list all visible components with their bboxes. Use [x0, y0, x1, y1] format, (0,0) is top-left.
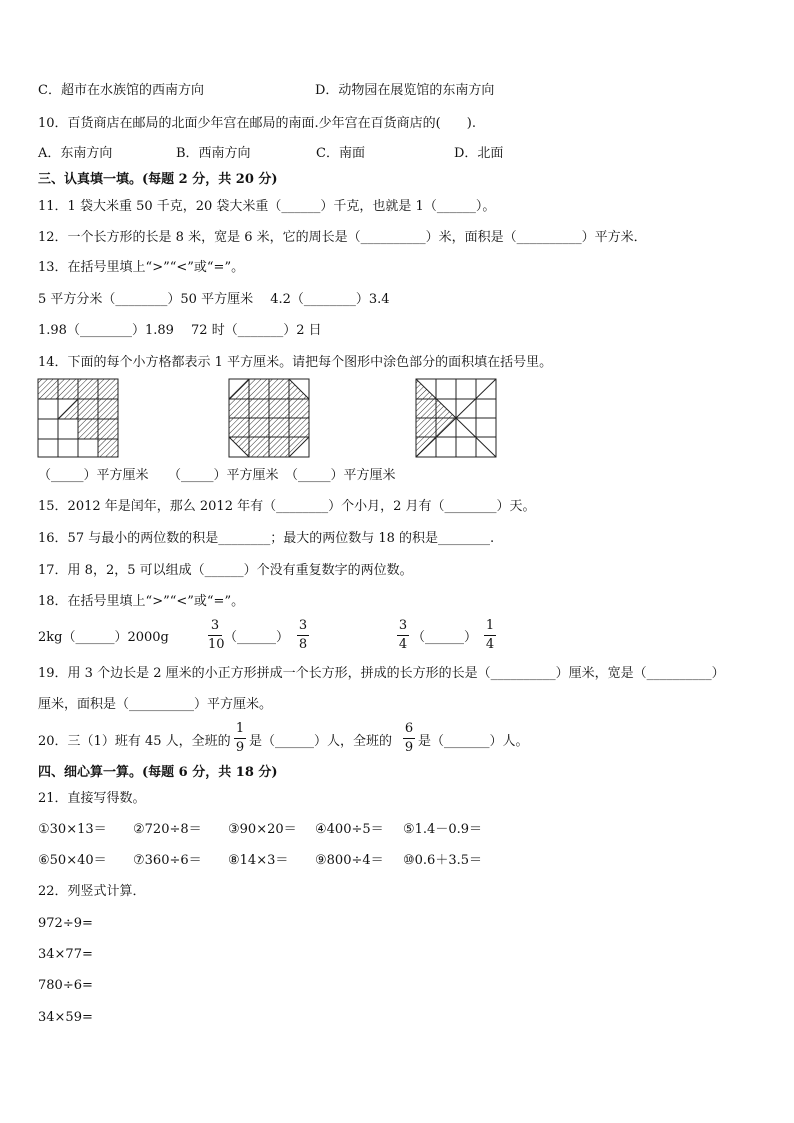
- q14-stem: 14．下面的每个小方格都表示 1 平方厘米。请把每个图形中涂色部分的面积填在括号里。: [38, 355, 553, 370]
- q21-item-4: ④400÷5＝: [315, 822, 384, 837]
- q14-figure-3: [415, 378, 499, 458]
- q14-figure-1: [37, 378, 121, 458]
- q18-item-1: 2kg（______）2000g: [38, 630, 169, 645]
- section-3-heading: 三、认真填一填。(每题 2 分，共 20 分): [38, 172, 278, 187]
- q21-item-10: ⑩0.6＋3.5＝: [403, 853, 483, 868]
- q15: 15．2012 年是闰年，那么 2012 年有（________）个小月，2 月有（________）天。: [38, 499, 536, 514]
- q21-item-8: ⑧14×3＝: [228, 853, 289, 868]
- q19-line-2: 厘米，面积是（__________）平方厘米。: [38, 697, 273, 712]
- q21-item-3: ③90×20＝: [228, 822, 297, 837]
- q11: 11．1 袋大米重 50 千克，20 袋大米重（______）千克，也就是 1（______）。: [38, 199, 496, 214]
- q17: 17．用 8，2，5 可以组成（______）个没有重复数字的两位数。: [38, 563, 413, 578]
- q9-option-c: C．超市在水族馆的西南方向: [38, 83, 204, 98]
- q13-row-1: 5 平方分米（________）50 平方厘米 4.2（________）3.4: [38, 292, 390, 307]
- q10-option-a: A．东南方向: [38, 146, 113, 161]
- q18-fraction-3-10: 3 10: [208, 618, 225, 652]
- q16: 16．57 与最小的两位数的积是________；最大的两位数与 18 的积是________.: [38, 531, 495, 546]
- q18-fraction-3-4: 3 4: [398, 618, 408, 652]
- q22-item-3: 780÷6=: [38, 978, 93, 993]
- q10-option-c: C．南面: [316, 146, 365, 161]
- q21-item-2: ②720÷8＝: [133, 822, 202, 837]
- q20-fraction-1-9: 1 9: [235, 721, 245, 755]
- q20-part-3: 是（_______）人。: [418, 734, 529, 749]
- q10-option-b: B．西南方向: [176, 146, 251, 161]
- q21-stem: 21．直接写得数。: [38, 791, 146, 806]
- q18-fraction-3-8: 3 8: [298, 618, 308, 652]
- q18-fraction-1-4: 1 4: [485, 618, 495, 652]
- q13-stem: 13．在括号里填上“>”“<”或“=”。: [38, 260, 245, 275]
- q18-blank-2: （______）: [412, 630, 478, 645]
- q21-item-6: ⑥50×40＝: [38, 853, 107, 868]
- q22-item-4: 34×59=: [38, 1010, 93, 1025]
- q18-stem: 18．在括号里填上“>”“<”或“=”。: [38, 594, 245, 609]
- q18-blank-1: （______）: [224, 630, 290, 645]
- q14-figure-2: [228, 378, 312, 458]
- q22-stem: 22．列竖式计算．: [38, 884, 146, 899]
- q21-item-9: ⑨800÷4＝: [315, 853, 384, 868]
- q9-option-d: D．动物园在展览馆的东南方向: [315, 83, 495, 98]
- q12: 12．一个长方形的长是 8 米，宽是 6 米，它的周长是（__________）米，面积是（__________）平方米．: [38, 230, 647, 245]
- q19-line-1: 19．用 3 个边长是 2 厘米的小正方形拼成一个长方形，拼成的长方形的长是（__________）厘米，宽是（__________）: [38, 666, 725, 681]
- q20-part-2: 是（______）人，全班的: [249, 734, 393, 749]
- q20-part-1: 20．三（1）班有 45 人，全班的: [38, 734, 231, 749]
- q13-row-2: 1.98（________）1.89 72 时（_______）2 日: [38, 323, 322, 338]
- section-4-heading: 四、细心算一算。(每题 6 分，共 18 分): [38, 765, 278, 780]
- q21-item-1: ①30×13＝: [38, 822, 107, 837]
- q20-fraction-6-9: 6 9: [404, 721, 414, 755]
- q10-option-d: D．北面: [454, 146, 504, 161]
- q22-item-1: 972÷9=: [38, 916, 93, 931]
- q14-answers: （_____）平方厘米 （_____）平方厘米 （_____）平方厘米: [38, 468, 396, 483]
- q21-item-7: ⑦360÷6＝: [133, 853, 202, 868]
- q21-item-5: ⑤1.4－0.9＝: [403, 822, 483, 837]
- q10-stem: 10．百货商店在邮局的北面少年宫在邮局的南面.少年宫在百货商店的( ).: [38, 116, 476, 131]
- q22-item-2: 34×77=: [38, 947, 93, 962]
